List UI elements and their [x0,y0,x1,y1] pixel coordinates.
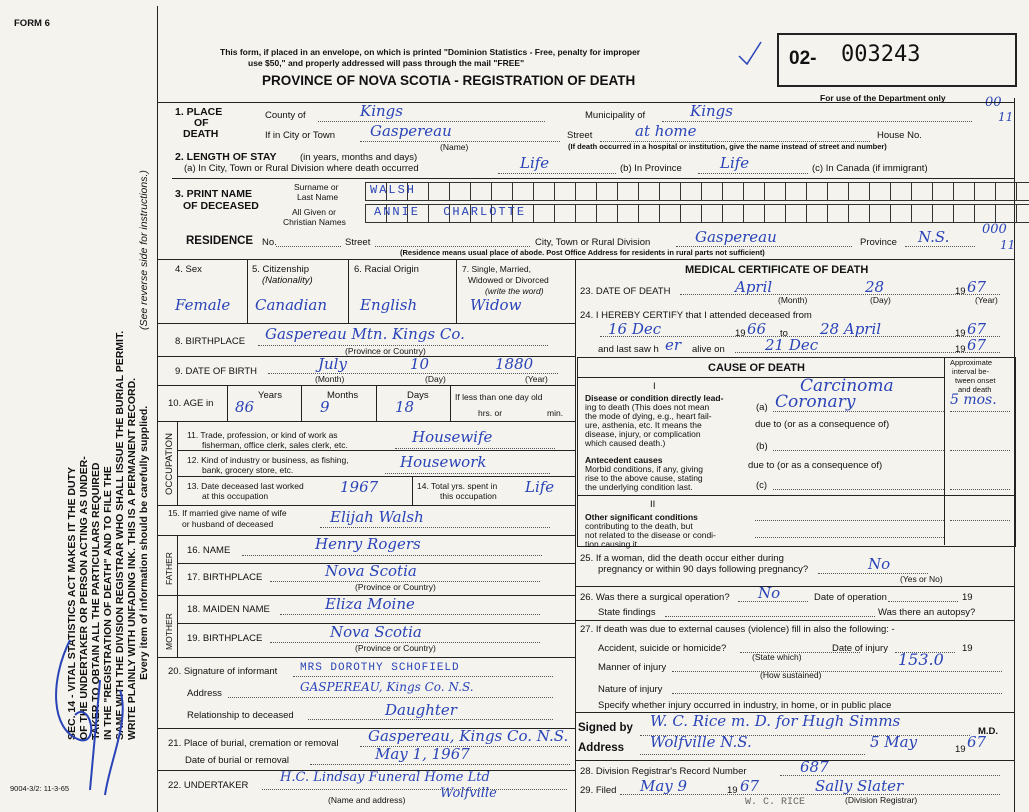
form-left-border [157,6,158,812]
print-code: 9004-3/2: 11-3-65 [10,784,70,793]
registration-number-box: 02- 003243 [777,33,1017,87]
sidebar-line-1: SEC. 14 - VITAL STATISTICS ACT MAKES IT THE DUTY [66,466,78,740]
municipality-value: Kings [690,102,733,120]
physician-signature: W. C. Rice m. D. for Hugh Simms [650,712,901,730]
form-number: FORM 6 [14,18,50,29]
given-names-value: ANNIE CHARLOTTE [374,205,527,219]
sidebar-line-7: Every item of information should be carefully supplied. [138,405,150,680]
sidebar-line-3: TAKER TO OBTAIN ALL THE PARTICULARS REQUIRED [90,462,102,740]
city-value: Gaspereau [370,122,452,140]
registration-number: 003243 [841,42,921,67]
cause-a-value: Carcinoma [800,376,894,396]
notice-line-2: use $50," and properly addressed will pass through the mail "FREE" [248,58,525,68]
sidebar-line-2: OF THE UNDERTAKER OR PERSON ACTING AS UNDER- [78,456,90,740]
surname-value: WALSH [370,183,417,197]
sidebar-line-4: IN THE "REGISTRATION OF DEATH" AND TO FILE THE [102,466,114,740]
cause-code: 153.0 [898,650,944,669]
form-title: PROVINCE OF NOVA SCOTIA - REGISTRATION OF DEATH [262,73,636,88]
rubber-stamp: W. C. RICE [745,797,806,808]
sidebar-line-6: WRITE PLAINLY WITH UNFADING INK. THIS IS A PERMANENT RECORD. [126,377,138,740]
surname-grid [365,182,1029,201]
street-value: at home [635,122,697,140]
registrar-signature: Sally Slater [815,777,904,795]
sidebar-line-5: SAME WITH THE DIVISION REGISTRAR WHO SHALL ISSUE THE BURIAL PERMIT. [114,330,126,740]
notice-line-1: This form, if placed in an envelope, on which is printed "Dominion Statistics - Free, penalty for improper [220,47,641,57]
pen-scribble-mark [30,620,150,800]
check-mark-icon [735,38,765,68]
county-value: Kings [360,102,403,120]
sidebar-line-8: (See reverse side for instructions.) [138,170,150,330]
dept-use-label: For use of the Department only [820,93,946,103]
